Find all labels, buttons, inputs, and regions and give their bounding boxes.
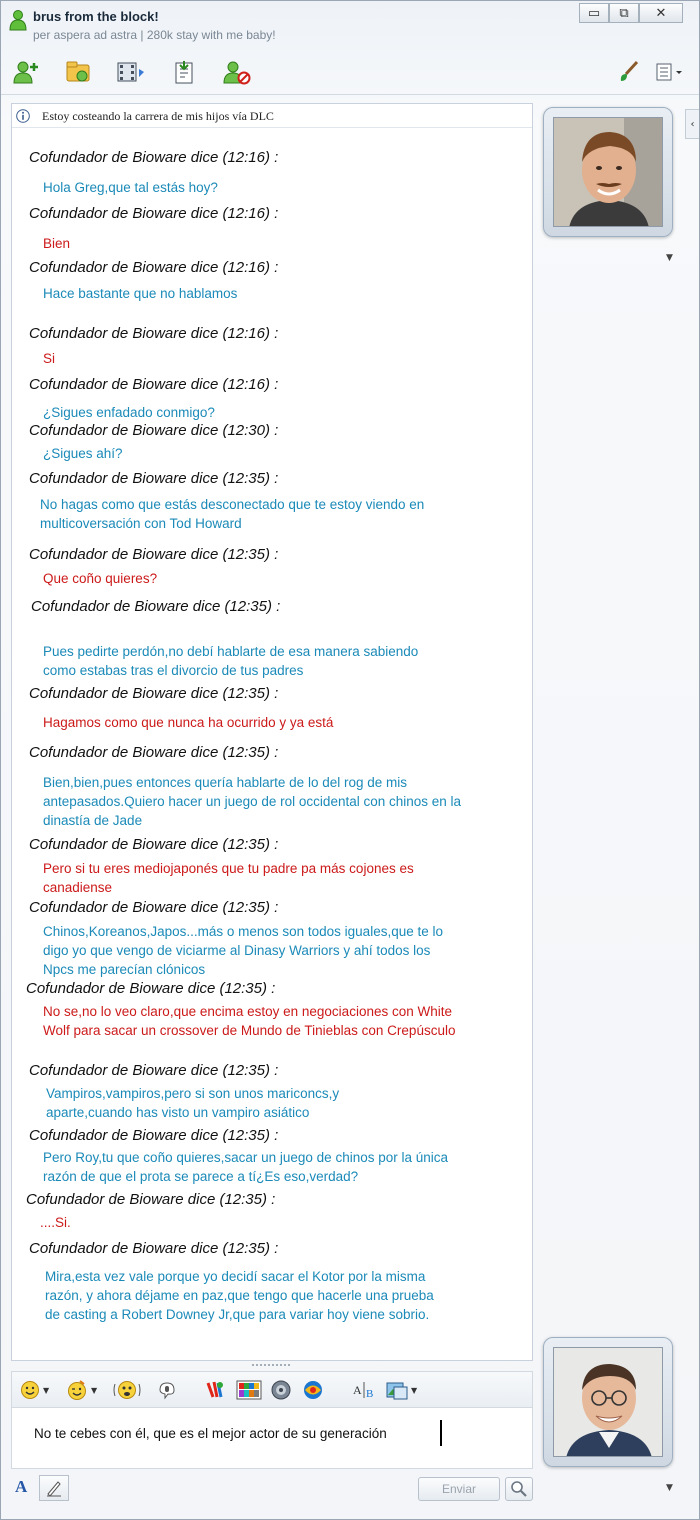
background-icon[interactable]	[236, 1377, 262, 1403]
picture-icon[interactable]: ▼	[386, 1377, 417, 1403]
message-sender: Cofundador de Bioware dice (12:35) :	[31, 598, 281, 615]
message-text: Hola Greg,que tal estás hoy?	[43, 180, 218, 195]
message-text: Pero si tu eres mediojaponés que tu padre pa más cojones es canadiense	[43, 861, 414, 895]
message-text: Pero Roy,tu que coño quieres,sacar un juego de chinos por la única razón de que el prota se parece a tí¿Es eso,verdad?	[43, 1150, 449, 1184]
voice-clip-icon[interactable]	[156, 1377, 178, 1403]
personal-message: per aspera ad astra | 280k stay with me baby!	[33, 28, 276, 42]
contact-avatar-menu-arrow[interactable]: ▼	[666, 253, 673, 263]
message-text: Chinos,Koreanos,Japos...más o menos son todos iguales,que te lo digo yo que vengo de viciarme al Dinasy Warriors y ahí todos los Npcs me parecían clónicos	[43, 924, 443, 977]
message-text: Bien,bien,pues entonces quería hablarte de lo del rog de mis antepasados.Quiero hacer un juego de rol occidental con chinos en la dinastía de Jade	[43, 775, 462, 828]
message-sender: Cofundador de Bioware dice (12:30) :	[29, 422, 279, 439]
message-sender: Cofundador de Bioware dice (12:35) :	[26, 980, 276, 997]
close-button[interactable]: ✕	[639, 3, 683, 23]
message-sender: Cofundador de Bioware dice (12:35) :	[29, 744, 279, 761]
compose-footer	[11, 1473, 541, 1505]
restore-button[interactable]: ⧉	[609, 3, 639, 23]
message-text: Bien	[43, 236, 71, 251]
message-sender: Cofundador de Bioware dice (12:35) :	[29, 1127, 279, 1144]
wink-icon[interactable]: ▼	[66, 1377, 97, 1403]
message-text: Vampiros,vampiros,pero si son unos mariconcs,y aparte,cuando has visto un vampiro asiático	[46, 1086, 340, 1120]
message-text: Que coño quieres?	[43, 571, 158, 586]
webcam-icon[interactable]	[302, 1377, 324, 1403]
message-sender: Cofundador de Bioware dice (12:35) :	[29, 470, 279, 487]
message-list	[12, 104, 532, 1360]
contact-status-bar	[12, 104, 532, 128]
gift-icon[interactable]	[204, 1377, 226, 1403]
message-sender: Cofundador de Bioware dice (12:35) :	[29, 546, 279, 563]
video-call-icon[interactable]	[115, 57, 147, 87]
message-text: ¿Sigues ahí?	[43, 446, 123, 461]
main-toolbar	[1, 51, 699, 95]
emoticon-icon[interactable]: ▼	[20, 1377, 49, 1403]
activities-icon[interactable]	[169, 57, 201, 87]
svg-text:A: A	[353, 1383, 362, 1397]
font-button[interactable]: A	[15, 1477, 28, 1496]
user-avatar[interactable]	[543, 1337, 673, 1467]
minimize-button[interactable]: ▭	[579, 3, 609, 23]
share-files-icon[interactable]	[63, 57, 95, 87]
contact-name: brus from the block!	[33, 9, 159, 24]
message-sender: Cofundador de Bioware dice (12:35) :	[29, 899, 279, 916]
message-sender: Cofundador de Bioware dice (12:16) :	[29, 205, 279, 222]
message-text: Hace bastante que no hablamos	[43, 286, 238, 301]
send-button[interactable]: Enviar	[418, 1477, 500, 1501]
message-text: Hagamos como que nunca ha ocurrido y ya está	[43, 715, 334, 730]
message-sender: Cofundador de Bioware dice (12:35) :	[29, 685, 279, 702]
messenger-buddy-icon	[9, 9, 27, 31]
nudge-icon[interactable]	[112, 1377, 142, 1403]
text-cursor	[440, 1420, 442, 1446]
message-text: Pues pedirte perdón,no debí hablarte de esa manera sabiendo como estabas tras el divorcio de tus padres	[43, 644, 419, 678]
message-sender: Cofundador de Bioware dice (12:35) :	[29, 1062, 279, 1079]
user-avatar-picture	[553, 1347, 663, 1457]
message-text: ¿Sigues enfadado conmigo?	[43, 405, 215, 420]
info-icon	[16, 109, 30, 123]
message-text: Mira,esta vez vale porque yo decidí sacar el Kotor por la misma razón, y ahora déjame en paz,que tengo que hacerle una prueba de casting a Robert Downey Jr,que para variar hoy viene sobrio.	[45, 1269, 434, 1322]
message-sender: Cofundador de Bioware dice (12:35) :	[29, 836, 279, 853]
message-text: ....Si.	[40, 1215, 71, 1230]
message-text: No hagas como que estás desconectado que te estoy viendo en multicoversación con Tod Howard	[40, 497, 425, 531]
collapse-panel-button[interactable]: ‹	[685, 109, 699, 139]
search-icon[interactable]	[505, 1477, 533, 1501]
compose-toolbar	[11, 1371, 533, 1407]
contact-status-message: Estoy costeando la carrera de mis hijos vía DLC	[42, 109, 274, 123]
user-avatar-menu-arrow[interactable]: ▼	[666, 1483, 673, 1493]
block-contact-icon[interactable]	[221, 57, 253, 87]
message-input[interactable]	[11, 1407, 533, 1469]
message-sender: Cofundador de Bioware dice (12:16) :	[29, 325, 279, 342]
message-sender: Cofundador de Bioware dice (12:35) :	[29, 1240, 279, 1257]
show-menu-icon[interactable]	[649, 57, 689, 87]
svg-text:B: B	[366, 1388, 374, 1400]
title-bar	[1, 1, 699, 49]
message-sender: Cofundador de Bioware dice (12:16) :	[29, 149, 279, 166]
invite-contact-icon[interactable]	[11, 57, 43, 87]
paintbrush-icon[interactable]	[613, 57, 645, 87]
conversation-history[interactable]	[11, 103, 533, 1361]
translate-icon[interactable]	[352, 1377, 378, 1403]
message-sender: Cofundador de Bioware dice (12:35) :	[26, 1191, 276, 1208]
message-sender: Cofundador de Bioware dice (12:16) :	[29, 376, 279, 393]
handwriting-icon[interactable]	[39, 1475, 69, 1501]
message-text: Si	[43, 351, 56, 366]
message-text: No se,no lo veo claro,que encima estoy en negociaciones con White Wolf para sacar un crossover de Mundo de Tinieblas con Crepúsculo	[43, 1004, 456, 1038]
message-input-text: No te cebes con él, que es el mejor actor de su generación	[34, 1426, 387, 1441]
contact-avatar-picture	[553, 117, 663, 227]
pane-splitter[interactable]	[251, 1363, 291, 1367]
games-icon[interactable]	[270, 1377, 292, 1403]
message-sender: Cofundador de Bioware dice (12:16) :	[29, 259, 279, 276]
contact-avatar[interactable]	[543, 107, 673, 237]
